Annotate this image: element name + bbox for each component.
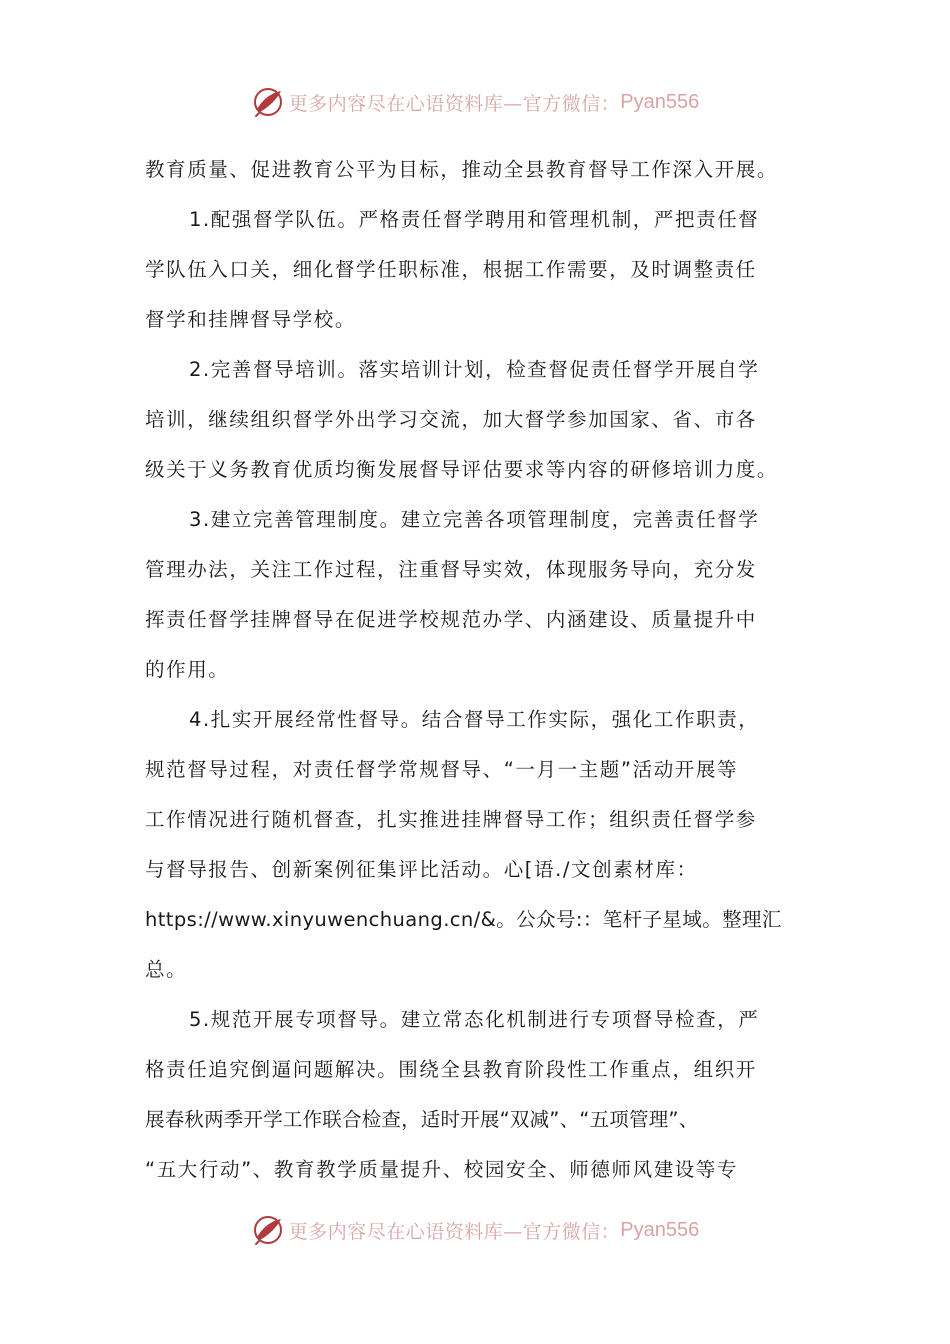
body-line: 格责任追究倒逼问题解决。围绕全县教育阶段性工作重点，组织开 [145, 1058, 757, 1081]
body-line: 督学和挂牌督导学校。 [145, 308, 357, 331]
body-line: 管理办法，关注工作过程，注重督导实效，体现服务导向，充分发 [145, 558, 757, 581]
body-line: 工作情况进行随机督查，扎实推进挂牌督导工作；组织责任督学参 [145, 808, 757, 831]
body-line: 5.规范开展专项督导。建立常态化机制进行专项督导检查，严 [189, 1008, 760, 1031]
body-line: 的作用。 [145, 658, 230, 681]
body-line: 4.扎实开展经常性督导。结合督导工作实际，强化工作职责， [189, 708, 760, 731]
body-line: 级关于义务教育优质均衡发展督导评估要求等内容的研修培训力度。 [145, 458, 779, 481]
body-line: 总。 [145, 958, 188, 981]
body-line: 3.建立完善管理制度。建立完善各项管理制度，完善责任督学 [189, 508, 760, 531]
document-body [145, 145, 810, 1195]
watermark-code: Pyan556 [620, 1218, 700, 1241]
pen-nib-logo-icon [251, 85, 285, 119]
body-line: “五大行动”、教育教学质量提升、校园安全、师德师风建设等专 [145, 1158, 739, 1181]
body-line: 教育质量、促进教育公平为目标，推动全县教育督导工作深入开展。 [145, 158, 779, 181]
body-line: 培训，继续组织督学外出学习交流，加大督学参加国家、省、市各 [145, 408, 757, 431]
pen-nib-logo-icon [251, 1213, 285, 1247]
body-line: 学队伍入口关，细化督学任职标准，根据工作需要，及时调整责任 [145, 258, 757, 281]
body-line: 展春秋两季开学工作联合检查，适时开展“双减”、“五项管理”、 [145, 1108, 699, 1131]
body-line: 与督导报告、创新案例征集评比活动。心[语./文创素材库： [145, 858, 698, 881]
watermark-banner-top [0, 82, 950, 122]
watermark-code: Pyan556 [620, 90, 700, 113]
body-line: 2.完善督导培训。落实培训计划，检查督促责任督学开展自学 [189, 358, 760, 381]
body-line: 规范督导过程，对责任督学常规督导、“一月一主题”活动开展等 [145, 758, 739, 781]
watermark-text: 更多内容尽在心语资料库—官方微信： [288, 1220, 621, 1243]
body-line: 挥责任督学挂牌督导在促进学校规范办学、内涵建设、质量提升中 [145, 608, 757, 631]
body-line: 1.配强督学队伍。严格责任督学聘用和管理机制，严把责任督 [189, 208, 760, 231]
watermark-banner-bottom [0, 1210, 950, 1250]
body-line-url: https://www.xinyuwenchuang.cn/&。公众号:：笔杆子星域。整理汇 [145, 908, 782, 931]
watermark-text: 更多内容尽在心语资料库—官方微信： [288, 92, 621, 115]
